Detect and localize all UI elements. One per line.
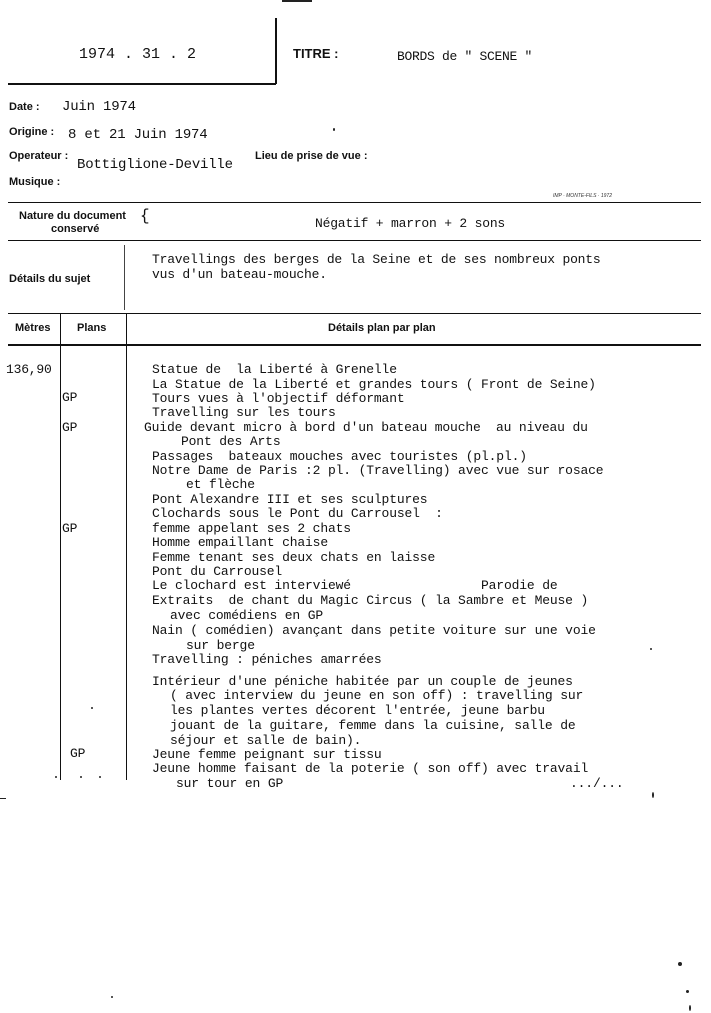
detail-line: Pont Alexandre III et ses sculptures bbox=[152, 492, 428, 507]
detail-line: Extraits de chant du Magic Circus ( la Sambre et Meuse ) bbox=[152, 593, 589, 608]
date-label: Date : bbox=[9, 101, 40, 113]
detail-line: Statue de la Liberté à Grenelle bbox=[152, 362, 397, 377]
date-value: Juin 1974 bbox=[62, 99, 136, 115]
operateur-label: Operateur : bbox=[9, 150, 69, 162]
titre-label: TITRE : bbox=[293, 46, 339, 61]
origine-label: Origine : bbox=[9, 126, 55, 138]
detail-line: Travelling sur les tours bbox=[152, 405, 336, 420]
plan-gp-1: GP bbox=[62, 390, 78, 405]
musique-label: Musique : bbox=[9, 176, 61, 188]
scan-speck bbox=[80, 776, 82, 778]
continuation-mark: .../... bbox=[570, 776, 624, 791]
nature-brace: { bbox=[140, 207, 150, 225]
scan-speck bbox=[650, 648, 652, 650]
scan-speck bbox=[55, 776, 57, 778]
detail-line: jouant de la guitare, femme dans la cuisine, salle de bbox=[170, 718, 576, 733]
scan-speck bbox=[0, 798, 6, 799]
detail-line: Clochards sous le Pont du Carrousel : bbox=[152, 506, 443, 521]
header-divider-horizontal bbox=[8, 83, 276, 85]
scan-speck bbox=[99, 776, 101, 778]
plan-gp-3: GP bbox=[62, 521, 78, 536]
detail-line: séjour et salle de bain). bbox=[170, 733, 362, 748]
detail-line: Nain ( comédien) avançant dans petite voiture sur une voie bbox=[152, 623, 596, 638]
scan-speck bbox=[91, 707, 93, 709]
details-sujet-brace bbox=[124, 245, 125, 310]
detail-line: Parodie de bbox=[481, 578, 558, 593]
detail-line: Jeune homme faisant de la poterie ( son off) avec travail bbox=[152, 761, 589, 776]
details-sujet-label: Détails du sujet bbox=[9, 273, 91, 285]
scan-speck bbox=[282, 0, 312, 2]
detail-line: Guide devant micro à bord d'un bateau mouche au niveau du bbox=[144, 420, 588, 435]
plan-gp-4: GP bbox=[70, 746, 86, 761]
metres-value: 136,90 bbox=[6, 362, 52, 377]
details-sujet-line1: Travellings des berges de la Seine et de ses nombreux ponts bbox=[152, 252, 601, 267]
scan-speck bbox=[686, 990, 689, 993]
detail-line: La Statue de la Liberté et grandes tours ( Front de Seine) bbox=[152, 377, 596, 392]
operateur-value: Bottiglione-Deville bbox=[77, 157, 233, 173]
scan-speck bbox=[652, 792, 654, 798]
detail-line: Notre Dame de Paris :2 pl. (Travelling) avec vue sur rosace bbox=[152, 463, 604, 478]
scan-speck bbox=[111, 996, 113, 998]
rule-bottom-sujet bbox=[8, 313, 701, 314]
detail-line: Pont des Arts bbox=[181, 434, 281, 449]
detail-line: femme appelant ses 2 chats bbox=[152, 521, 351, 536]
detail-line: Pont du Carrousel bbox=[152, 564, 283, 579]
detail-line: Homme empaillant chaise bbox=[152, 535, 328, 550]
detail-line: avec comédiens en GP bbox=[170, 608, 324, 623]
reference-number: 1974 . 31 . 2 bbox=[79, 46, 197, 63]
scan-speck bbox=[689, 1005, 691, 1011]
detail-line: sur berge bbox=[186, 638, 255, 653]
detail-line: sur tour en GP bbox=[176, 776, 284, 791]
col-divider-plans bbox=[126, 314, 127, 780]
detail-line: Intérieur d'une péniche habitée par un couple de jeunes bbox=[152, 674, 573, 689]
nature-label-line1: Nature du document bbox=[19, 210, 126, 222]
nature-label-line2: conservé bbox=[51, 223, 100, 235]
plan-gp-2: GP bbox=[62, 420, 78, 435]
col-header-details: Détails plan par plan bbox=[328, 322, 436, 334]
detail-line: Le clochard est interviewé bbox=[152, 578, 351, 593]
rule-bottom-nature bbox=[8, 240, 701, 241]
printer-mark: IMP · MONTE-FILS · 1972 bbox=[553, 193, 612, 199]
detail-line: et flèche bbox=[186, 477, 255, 492]
detail-line: ( avec interview du jeune en son off) : travelling sur bbox=[170, 688, 584, 703]
details-sujet-line2: vus d'un bateau-mouche. bbox=[152, 267, 327, 282]
detail-line: Travelling : péniches amarrées bbox=[152, 652, 382, 667]
header-divider-vertical bbox=[275, 18, 277, 84]
rule-top-nature bbox=[8, 202, 701, 203]
detail-line: Femme tenant ses deux chats en laisse bbox=[152, 550, 436, 565]
rule-under-col-headers bbox=[8, 344, 701, 346]
col-header-plans: Plans bbox=[77, 322, 107, 334]
origine-value: 8 et 21 Juin 1974 bbox=[68, 127, 208, 143]
nature-value: Négatif + marron + 2 sons bbox=[315, 216, 506, 231]
lieu-label: Lieu de prise de vue : bbox=[255, 150, 368, 162]
detail-line: Tours vues à l'objectif déformant bbox=[152, 391, 405, 406]
scan-speck bbox=[333, 128, 335, 131]
detail-line: Jeune femme peignant sur tissu bbox=[152, 747, 382, 762]
titre-value: BORDS de " SCENE " bbox=[397, 49, 533, 64]
col-divider-metres bbox=[60, 314, 61, 780]
col-header-metres: Mètres bbox=[15, 322, 51, 334]
scan-speck bbox=[678, 962, 682, 966]
detail-line: Passages bateaux mouches avec touristes (pl.pl.) bbox=[152, 449, 527, 464]
detail-line: les plantes vertes décorent l'entrée, jeune barbu bbox=[170, 703, 545, 718]
